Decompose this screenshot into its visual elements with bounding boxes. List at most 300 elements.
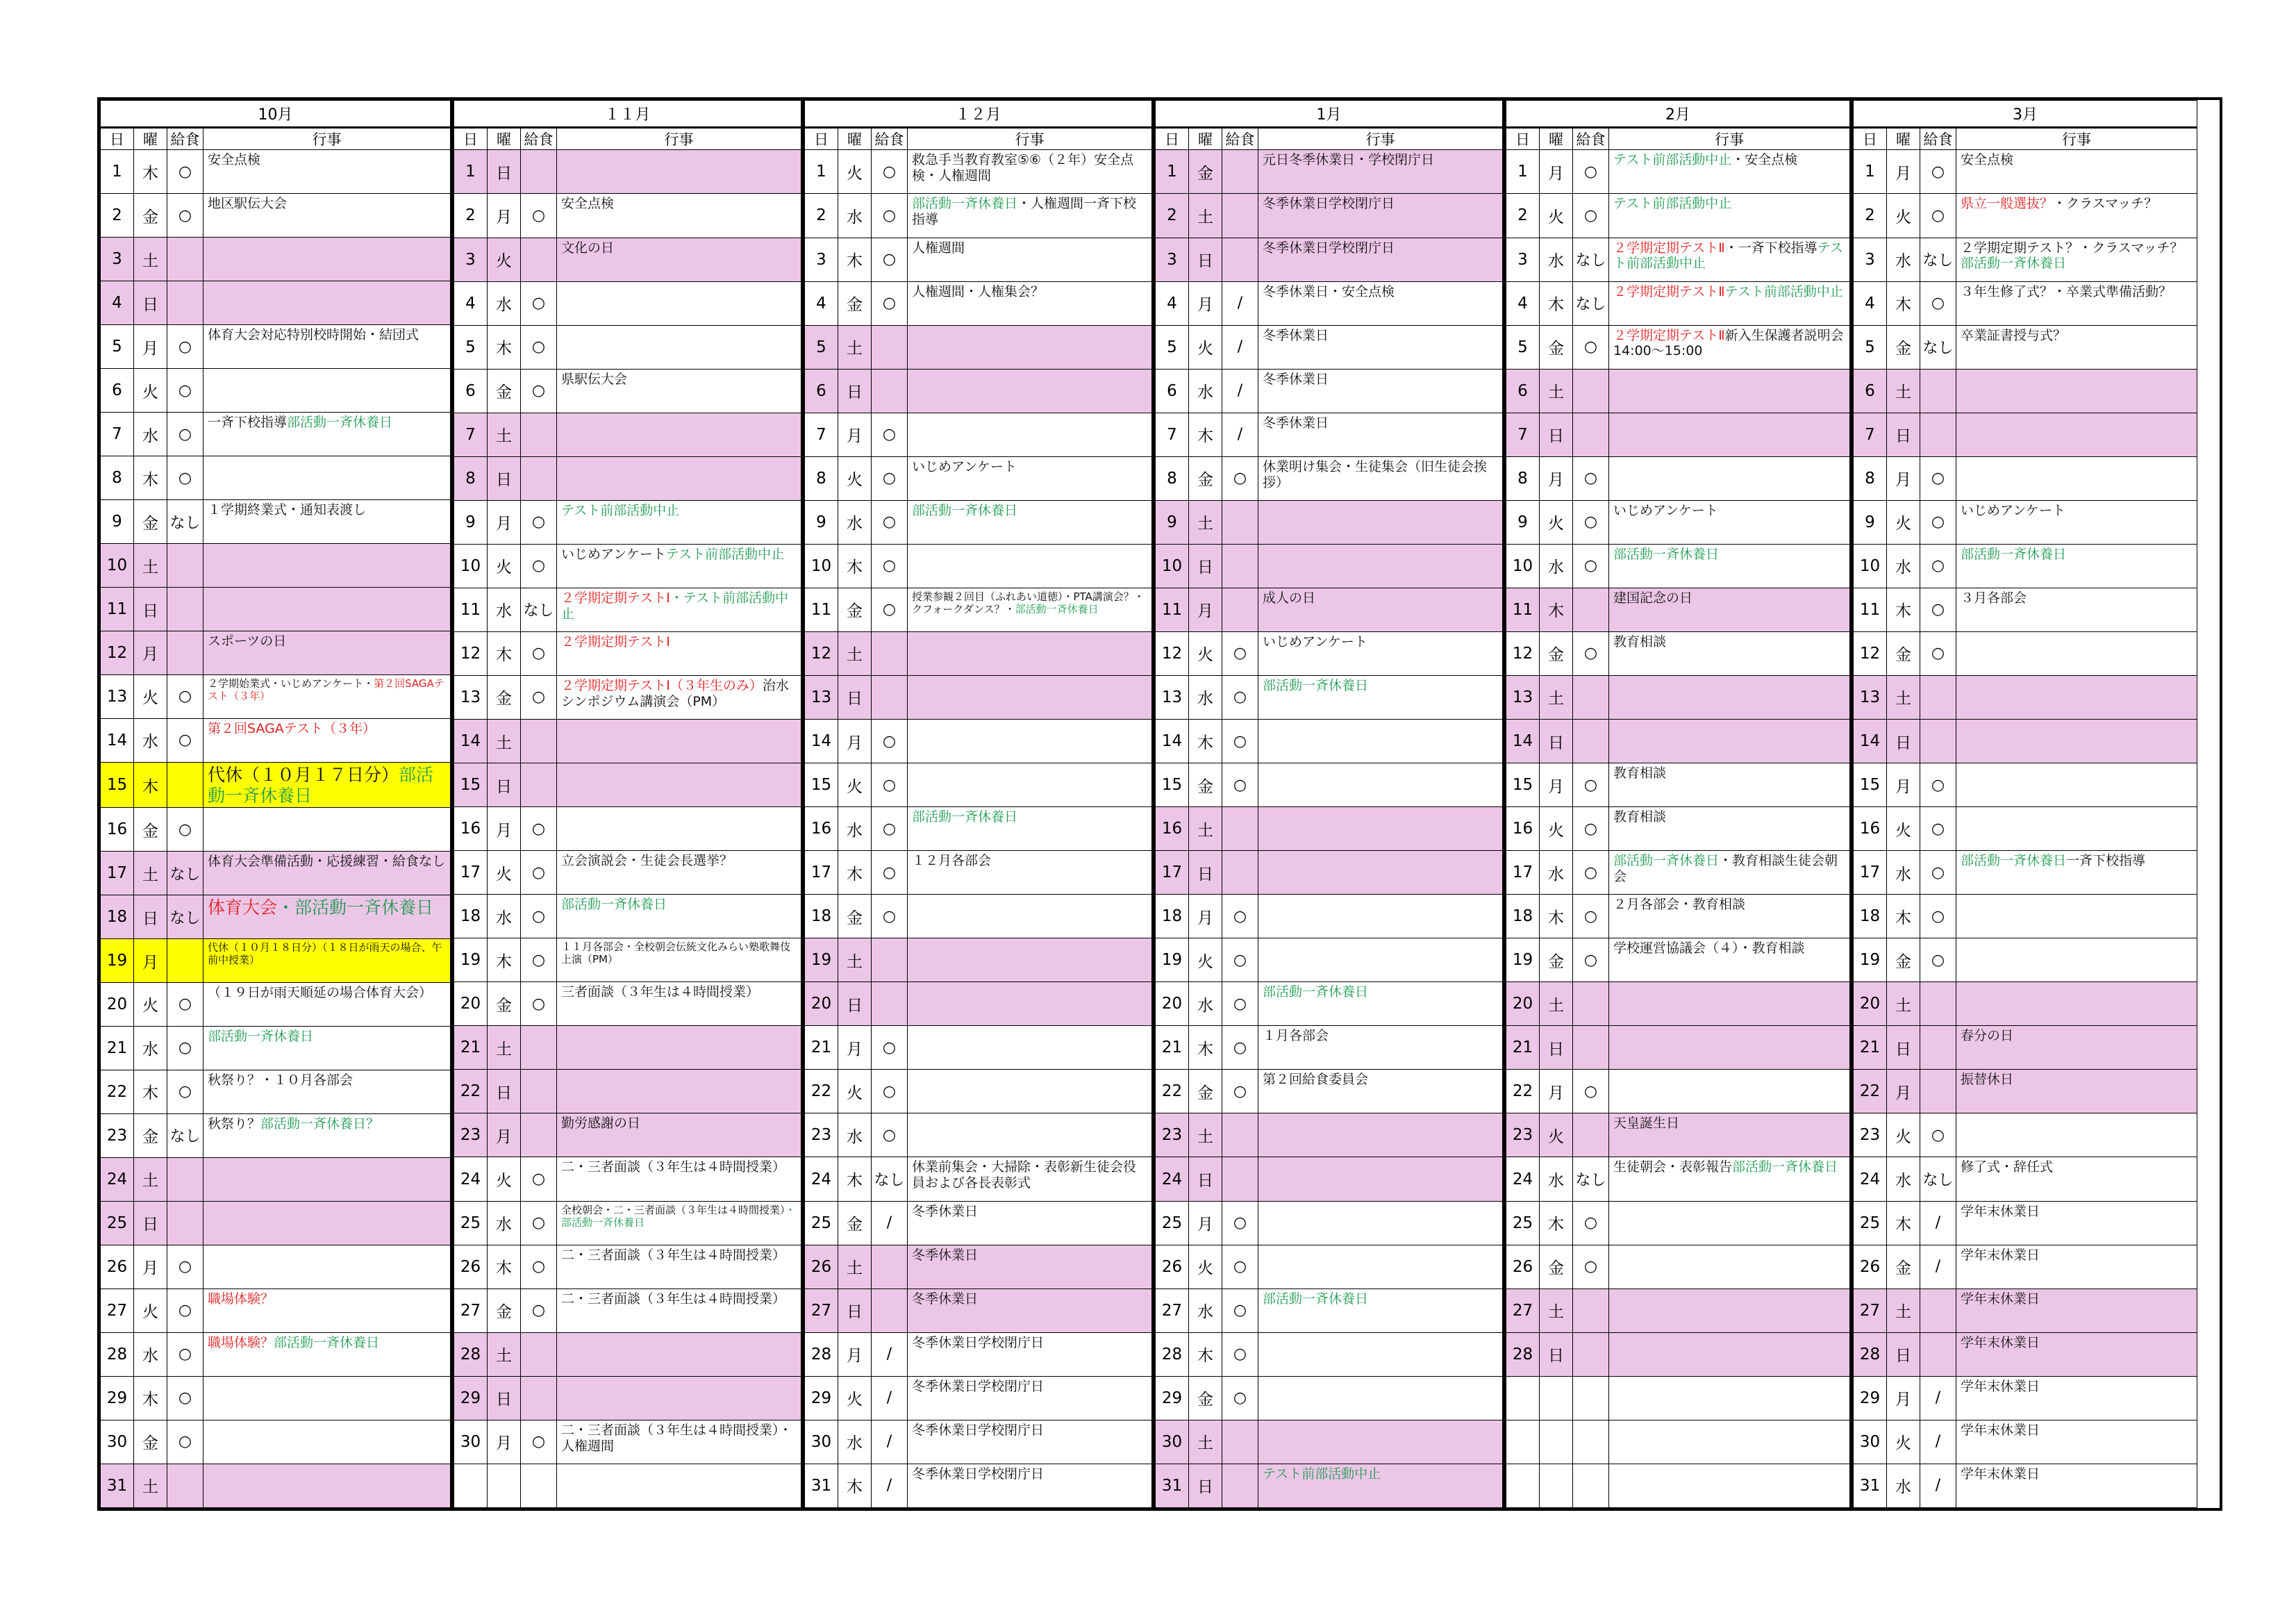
event-cell (203, 674, 451, 718)
lunch-mark: ○ (1920, 281, 1956, 325)
event-cell (1956, 895, 2197, 938)
lunch-mark: ○ (521, 631, 557, 675)
event-text: いじめアンケート (1263, 633, 1367, 649)
event-text: 学年末休業日 (1961, 1422, 2040, 1438)
day-number: 6 (1156, 369, 1189, 413)
event-cell (203, 500, 451, 544)
day-row (1854, 895, 2197, 938)
event-text: 救急手当教育教室⑤⑥（２年） (912, 152, 1095, 168)
weekday: 木 (1540, 281, 1573, 325)
day-row (1156, 851, 1503, 895)
event-text: 部活動一斉休養日 (1613, 546, 1720, 562)
lunch-mark (1920, 1332, 1956, 1376)
day-number: 25 (1156, 1201, 1189, 1245)
lunch-mark: ○ (521, 544, 557, 588)
col-header-lunch: 給食 (872, 127, 908, 150)
event-cell (908, 938, 1152, 982)
month-block (801, 100, 1152, 1508)
weekday: 金 (134, 500, 167, 544)
day-row (101, 1376, 451, 1420)
day-number: 10 (101, 544, 134, 588)
event-text: 部活動一斉休養日 (912, 809, 1018, 825)
lunch-mark (1222, 807, 1258, 851)
event-cell (203, 281, 451, 325)
day-number: 1 (101, 150, 134, 194)
day-row (1156, 938, 1503, 982)
lunch-mark (872, 1289, 908, 1332)
lunch-mark: ○ (872, 851, 908, 895)
day-number: 30 (101, 1420, 134, 1464)
day-row (805, 1070, 1152, 1113)
lunch-mark: ○ (1222, 1201, 1258, 1245)
weekday: 月 (1189, 281, 1222, 325)
day-number: 6 (454, 369, 488, 413)
day-row (1506, 938, 1850, 982)
weekday: 木 (1887, 281, 1920, 325)
weekday: 日 (488, 1376, 521, 1420)
lunch-mark: ○ (167, 150, 203, 194)
weekday: 日 (1887, 720, 1920, 763)
lunch-mark: / (1920, 1245, 1956, 1289)
event-cell (1258, 281, 1503, 325)
event-cell (203, 1026, 451, 1070)
lunch-mark: ○ (872, 1026, 908, 1070)
weekday: 火 (488, 851, 521, 895)
weekday: 金 (838, 895, 872, 938)
day-row (454, 544, 801, 588)
event-cell (1258, 895, 1503, 938)
day-number: 23 (1854, 1113, 1887, 1157)
weekday: 木 (1540, 588, 1573, 631)
lunch-mark (872, 938, 908, 982)
weekday: 月 (1887, 456, 1920, 500)
day-number: 7 (805, 413, 838, 456)
event-cell (1609, 1420, 1850, 1464)
lunch-mark: ○ (1573, 807, 1609, 851)
event-text: 文化の日 (561, 240, 615, 256)
day-row (805, 1026, 1152, 1070)
day-row (805, 281, 1152, 325)
lunch-mark (1222, 500, 1258, 544)
lunch-mark: ○ (1222, 763, 1258, 807)
event-cell (1258, 544, 1503, 588)
day-row (1854, 281, 2197, 325)
day-row (101, 500, 451, 544)
lunch-mark: なし (872, 1157, 908, 1201)
event-text: ・人権週間 (1017, 196, 1084, 212)
event-text: 安全点検 (1961, 152, 2014, 168)
lunch-mark: ○ (521, 895, 557, 938)
lunch-mark (1222, 238, 1258, 281)
day-number: 7 (1156, 413, 1189, 456)
event-cell (557, 1201, 801, 1245)
event-text: 教育相談 (1613, 633, 1667, 649)
event-text: 体育大会 (208, 897, 278, 918)
event-text: 冬季休業日 (1263, 371, 1329, 387)
weekday: 水 (488, 588, 521, 631)
weekday: 土 (488, 413, 521, 456)
month-table (1506, 100, 1850, 1508)
event-cell (1609, 150, 1850, 194)
day-number: 24 (1854, 1157, 1887, 1201)
lunch-mark (1573, 1289, 1609, 1332)
weekday: 金 (1540, 325, 1573, 369)
col-header-weekday: 曜 (1887, 127, 1920, 150)
day-number: 7 (1506, 413, 1540, 456)
lunch-mark (167, 1157, 203, 1201)
weekday: 水 (1540, 1157, 1573, 1201)
day-number: 14 (1854, 720, 1887, 763)
event-text: 学年末休業日 (1961, 1203, 2040, 1219)
event-cell (908, 500, 1152, 544)
event-text: 第２回給食委員会 (1263, 1072, 1369, 1088)
day-row (1854, 1464, 2197, 1507)
event-cell (203, 1201, 451, 1245)
day-row (1854, 1332, 2197, 1376)
lunch-mark: ○ (167, 369, 203, 413)
event-cell (203, 631, 451, 674)
weekday (1540, 1464, 1573, 1507)
event-text: 二・三者面談（３年生は４時間授業） (561, 1291, 786, 1307)
day-number: 19 (805, 938, 838, 982)
day-row (1854, 938, 2197, 982)
event-cell (1956, 938, 2197, 982)
day-number: 13 (1156, 675, 1189, 719)
lunch-mark: なし (167, 500, 203, 544)
weekday: 月 (488, 1113, 521, 1157)
lunch-mark (167, 762, 203, 807)
event-cell (557, 1157, 801, 1201)
lunch-mark (1920, 1289, 1956, 1332)
weekday: 水 (1887, 1157, 1920, 1201)
day-number: 22 (805, 1070, 838, 1113)
lunch-mark: ○ (1920, 807, 1956, 851)
day-row (1506, 500, 1850, 544)
day-number: 11 (454, 588, 488, 631)
lunch-mark: ○ (872, 456, 908, 500)
event-cell (1956, 1464, 2197, 1507)
day-row (1506, 763, 1850, 807)
day-number: 6 (1854, 369, 1887, 413)
weekday: 月 (1887, 150, 1920, 194)
lunch-mark: ○ (1222, 982, 1258, 1026)
day-number: 2 (1506, 194, 1540, 238)
day-number: 18 (1156, 895, 1189, 938)
day-number: 15 (454, 763, 488, 807)
weekday: 金 (838, 588, 872, 631)
event-text: ２学期定期テストⅡ (1613, 327, 1725, 343)
event-cell (557, 1420, 801, 1464)
event-cell (557, 281, 801, 325)
event-text: 安全点検・人権週間 (912, 152, 1134, 184)
day-number: 17 (1506, 851, 1540, 895)
event-cell (557, 631, 801, 675)
day-row (1506, 1464, 1850, 1507)
day-number: 28 (454, 1332, 488, 1376)
lunch-mark (167, 1464, 203, 1507)
event-cell (1956, 369, 2197, 413)
day-row (805, 1332, 1152, 1376)
event-text: 生徒会朝会 (1613, 853, 1838, 884)
event-text: 人権週間 (912, 240, 965, 256)
day-number: 3 (1854, 238, 1887, 281)
day-number: 20 (1854, 982, 1887, 1026)
weekday: 木 (488, 1245, 521, 1289)
weekday: 火 (838, 1376, 872, 1420)
event-cell (908, 1113, 1152, 1157)
day-row (805, 500, 1152, 544)
lunch-mark (521, 1332, 557, 1376)
day-number: 16 (1156, 807, 1189, 851)
day-number: 11 (1506, 588, 1540, 631)
day-row (1506, 1070, 1850, 1113)
weekday: 金 (488, 1289, 521, 1332)
weekday: 月 (488, 500, 521, 544)
weekday: 金 (1887, 938, 1920, 982)
col-header-lunch: 給食 (1222, 127, 1258, 150)
lunch-mark (1573, 720, 1609, 763)
event-text: ・クラスマッチ？ (2053, 196, 2158, 212)
weekday: 土 (134, 1464, 167, 1507)
day-number: 17 (454, 851, 488, 895)
lunch-mark: ○ (1920, 194, 1956, 238)
day-number: 2 (101, 194, 134, 238)
weekday: 火 (134, 369, 167, 413)
day-row (454, 938, 801, 982)
day-row (1156, 456, 1503, 500)
event-text: テスト前部活動中止 (1613, 152, 1732, 168)
weekday: 木 (1540, 895, 1573, 938)
day-row (454, 413, 801, 456)
event-cell (1956, 281, 2197, 325)
event-cell (557, 1113, 801, 1157)
lunch-mark (872, 982, 908, 1026)
day-number: 29 (1156, 1376, 1189, 1420)
event-text: テスト前部活動中止 (1263, 1466, 1381, 1482)
lunch-mark: なし (1573, 281, 1609, 325)
day-number: 7 (101, 413, 134, 456)
weekday: 金 (1540, 938, 1573, 982)
event-text: （１９日が雨天順延の場合体育大会） (208, 984, 433, 1000)
day-row (805, 413, 1152, 456)
day-number: 12 (1506, 631, 1540, 675)
lunch-mark (1573, 369, 1609, 413)
weekday: 木 (1189, 1332, 1222, 1376)
event-cell (203, 544, 451, 588)
event-cell (557, 851, 801, 895)
weekday: 金 (134, 1420, 167, 1464)
day-row (1506, 325, 1850, 369)
weekday: 金 (1189, 1070, 1222, 1113)
event-cell (557, 675, 801, 719)
day-number: 10 (805, 544, 838, 588)
day-number: 11 (1854, 588, 1887, 631)
weekday: 金 (134, 194, 167, 238)
lunch-mark: ○ (521, 938, 557, 982)
event-text: 学校閉庁日 (978, 1466, 1045, 1482)
day-row (805, 851, 1152, 895)
weekday: 火 (1189, 1245, 1222, 1289)
day-number: 11 (1156, 588, 1189, 631)
weekday: 木 (488, 325, 521, 369)
day-number: 28 (101, 1332, 134, 1376)
weekday: 水 (134, 718, 167, 762)
event-text: （１８日が雨天の場合、午前中授業） (208, 941, 442, 967)
day-number: 1 (1506, 150, 1540, 194)
event-cell (908, 456, 1152, 500)
day-row (1156, 982, 1503, 1026)
event-cell (908, 895, 1152, 938)
day-row (454, 150, 801, 194)
col-header-day: 日 (454, 127, 488, 150)
event-text: 冬季休業日 (912, 1203, 979, 1219)
lunch-mark (1573, 1464, 1609, 1507)
weekday: 火 (1887, 194, 1920, 238)
event-cell (557, 1026, 801, 1070)
event-cell (908, 720, 1152, 763)
col-header-events: 行事 (1609, 127, 1850, 150)
day-number: 23 (1156, 1113, 1189, 1157)
day-number: 23 (101, 1113, 134, 1157)
weekday: 月 (1887, 1070, 1920, 1113)
day-number: 6 (805, 369, 838, 413)
event-text: いじめアンケート (1961, 502, 2065, 518)
lunch-mark: ○ (521, 675, 557, 719)
day-number: 26 (1506, 1245, 1540, 1289)
weekday: 木 (1887, 1201, 1920, 1245)
weekday: 火 (838, 763, 872, 807)
lunch-mark: / (1222, 413, 1258, 456)
lunch-mark (1920, 982, 1956, 1026)
weekday: 木 (838, 1464, 872, 1507)
event-cell (1609, 675, 1850, 719)
day-row (1854, 456, 2197, 500)
event-cell (1609, 1113, 1850, 1157)
weekday: 木 (488, 938, 521, 982)
day-row (805, 675, 1152, 719)
lunch-mark: なし (167, 895, 203, 939)
event-cell (557, 544, 801, 588)
weekday: 火 (1887, 807, 1920, 851)
event-cell (557, 982, 801, 1026)
lunch-mark (1573, 1420, 1609, 1464)
day-row (454, 325, 801, 369)
month-table (454, 100, 801, 1508)
day-row (1156, 544, 1503, 588)
lunch-mark: ○ (1920, 1113, 1956, 1157)
lunch-mark: / (1920, 1420, 1956, 1464)
event-text: いじめアンケート (1613, 502, 1718, 518)
month-name: １２月 (805, 101, 1152, 128)
event-cell (557, 413, 801, 456)
weekday: 水 (134, 1026, 167, 1070)
lunch-mark: なし (1920, 1157, 1956, 1201)
weekday: 水 (488, 895, 521, 938)
lunch-mark: / (1920, 1376, 1956, 1420)
event-text: １学期終業式・通知表渡し (208, 502, 367, 518)
event-text: 体育大会対応特別校時開始・結団式 (208, 327, 419, 343)
day-number: 19 (454, 938, 488, 982)
day-row (101, 1464, 451, 1507)
event-text: ２学期定期テストⅡ (1613, 283, 1725, 299)
event-text: 教育相談 (1613, 809, 1667, 825)
month-table (100, 100, 451, 1508)
day-row (1854, 763, 2197, 807)
day-number: 18 (1854, 895, 1887, 938)
col-header-events: 行事 (908, 127, 1152, 150)
event-cell (557, 720, 801, 763)
col-header-events: 行事 (557, 127, 801, 150)
weekday: 月 (838, 1026, 872, 1070)
event-text: ２学期始業式・いじめアンケート・ (208, 677, 374, 690)
day-row (101, 718, 451, 762)
weekday: 火 (488, 1157, 521, 1201)
day-number: 11 (805, 588, 838, 631)
day-row (101, 1201, 451, 1245)
lunch-mark: ○ (167, 413, 203, 456)
day-row (454, 500, 801, 544)
event-cell (1258, 325, 1503, 369)
day-row (454, 1026, 801, 1070)
day-number: 19 (1506, 938, 1540, 982)
lunch-mark: ○ (167, 1026, 203, 1070)
event-cell (1956, 325, 2197, 369)
day-number: 25 (101, 1201, 134, 1245)
lunch-mark: ○ (1222, 1289, 1258, 1332)
weekday: 金 (134, 1113, 167, 1157)
event-text: ３月各部会 (1961, 590, 2027, 606)
day-number: 4 (1156, 281, 1189, 325)
event-text: 秋祭り？ (208, 1116, 261, 1132)
event-cell (1609, 982, 1850, 1026)
day-number: 25 (1854, 1201, 1887, 1245)
col-header-events: 行事 (203, 127, 451, 150)
day-number: 28 (1854, 1332, 1887, 1376)
lunch-mark: ○ (1573, 150, 1609, 194)
day-number: 23 (1506, 1113, 1540, 1157)
day-row (1506, 1332, 1850, 1376)
lunch-mark (167, 281, 203, 325)
day-row (1156, 895, 1503, 938)
day-number: 30 (805, 1420, 838, 1464)
weekday: 日 (488, 1070, 521, 1113)
lunch-mark: ○ (1920, 544, 1956, 588)
day-number: 1 (805, 150, 838, 194)
weekday: 土 (1887, 675, 1920, 719)
day-number: 7 (1854, 413, 1887, 456)
event-cell (557, 369, 801, 413)
event-text: 冬季休業日・学校閉庁日 (1289, 152, 1435, 168)
weekday: 月 (134, 1245, 167, 1289)
weekday: 水 (134, 413, 167, 456)
lunch-mark: ○ (1222, 1332, 1258, 1376)
event-text: 休業前集会・大掃除・表彰 (912, 1159, 1071, 1175)
day-number: 8 (454, 456, 488, 500)
day-number: 13 (1506, 675, 1540, 719)
lunch-mark: ○ (521, 1201, 557, 1245)
lunch-mark: ○ (1920, 588, 1956, 631)
day-row (1854, 1245, 2197, 1289)
lunch-mark: なし (1920, 325, 1956, 369)
lunch-mark: ○ (521, 1157, 557, 1201)
event-text: 二・三者面談（３年生は４時間授業） (561, 1247, 786, 1263)
day-number: 27 (1156, 1289, 1189, 1332)
event-cell (1258, 851, 1503, 895)
day-row (1156, 369, 1503, 413)
event-cell (908, 413, 1152, 456)
lunch-mark (1920, 1026, 1956, 1070)
day-number: 18 (1506, 895, 1540, 938)
